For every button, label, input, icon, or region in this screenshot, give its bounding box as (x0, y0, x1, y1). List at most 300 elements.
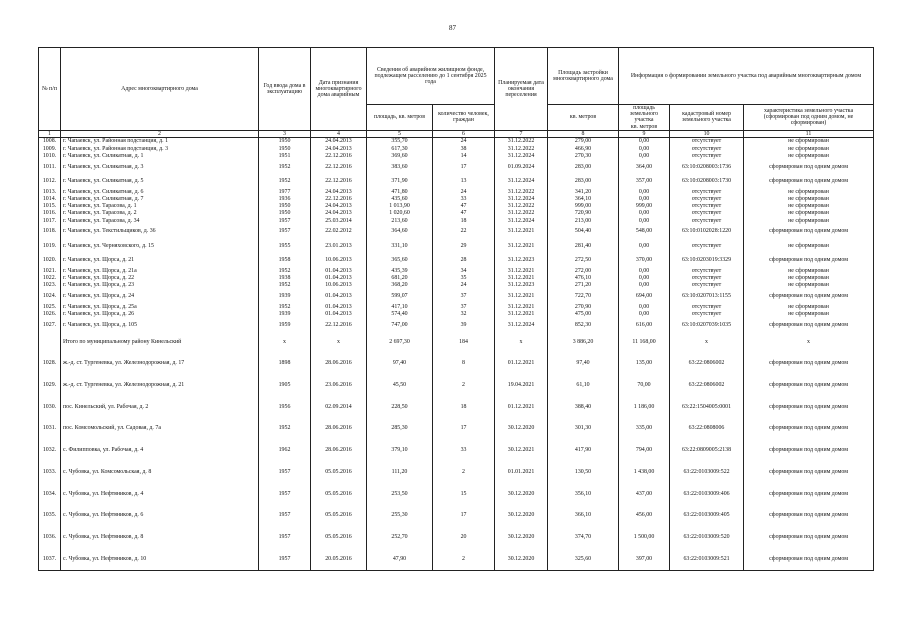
cell-people: 24 (433, 137, 495, 145)
col-number: 2 (61, 130, 259, 137)
cell-number: 1025. (39, 303, 61, 310)
cell-planned-date: 31.12.2021 (495, 275, 548, 282)
cell-address: пос. Кинельский, ул. Рабочая, д. 2 (61, 396, 259, 418)
cell-planned-date: 31.12.2023 (495, 253, 548, 267)
cell-cadastre: 63:22:0103009:520 (670, 526, 744, 548)
col-header-land-group: Информация о формировании земельного участка под аварийным многоквартирным домом (619, 48, 874, 105)
cell-number: 1029. (39, 374, 61, 396)
cell-cadastre: отсутствует (670, 203, 744, 210)
cell-building-area: 283,00 (548, 174, 619, 188)
table-row (39, 439, 874, 461)
cell-cadastre: 63:22:0103009:406 (670, 483, 744, 505)
cell-land-area: 0,00 (619, 217, 670, 224)
cell-address: г. Чапаевск, ул. Щорса, д. 25а (61, 303, 259, 310)
cell-area: 417,10 (367, 303, 433, 310)
cell-cadastre: отсутствует (670, 282, 744, 289)
cell-cadastre: 63:22:1504005:0001 (670, 396, 744, 418)
cell-area: 213,60 (367, 217, 433, 224)
cell-year: 1950 (259, 210, 311, 217)
cell-address: г. Чапаевск, ул. Силикатная, д. 3 (61, 160, 259, 174)
cell-address: г. Чапаевск, ул. Щорса, д. 26 (61, 311, 259, 318)
cell-number: 1014. (39, 195, 61, 202)
cell-year: 1957 (259, 548, 311, 570)
cell-number: 1034. (39, 483, 61, 505)
cell-planned-date: 31.12.2022 (495, 137, 548, 145)
cell-recognition-date: 10.06.2013 (311, 253, 367, 267)
cell-area: 364,60 (367, 224, 433, 238)
cell-characteristic: не сформирован (744, 210, 874, 217)
cell-land-area: 370,00 (619, 253, 670, 267)
cell-land-area: 0,00 (619, 188, 670, 195)
cell-land-area: 0,00 (619, 137, 670, 145)
cell-area: 47,90 (367, 548, 433, 570)
cell-building-area: 301,30 (548, 418, 619, 440)
cell-land-area: 1 186,00 (619, 396, 670, 418)
cell-cadastre: отсутствует (670, 267, 744, 274)
cell-people: 33 (433, 439, 495, 461)
cell-year: 1952 (259, 418, 311, 440)
cell-planned-date: 31.12.2022 (495, 188, 548, 195)
cell-number: 1024. (39, 289, 61, 303)
cell-land-area: 70,00 (619, 374, 670, 396)
cell-cadastre: отсутствует (670, 145, 744, 152)
cell-recognition-date: 05.05.2016 (311, 526, 367, 548)
cell-building-area: 356,10 (548, 483, 619, 505)
cell-characteristic: не сформирован (744, 282, 874, 289)
cell-characteristic: не сформирован (744, 275, 874, 282)
cell-people: 13 (433, 174, 495, 188)
cell-people: 38 (433, 145, 495, 152)
cell-characteristic: сформирован под одним домом (744, 461, 874, 483)
cell-area: 1 013,90 (367, 203, 433, 210)
cell-land-area: 0,00 (619, 210, 670, 217)
cell-area: 574,40 (367, 311, 433, 318)
cell-number: 1036. (39, 526, 61, 548)
cell-building-area: 281,40 (548, 239, 619, 253)
cell-number: 1020. (39, 253, 61, 267)
cell-building-area: 504,40 (548, 224, 619, 238)
table-row (39, 289, 874, 303)
cell-building-area: 97,40 (548, 352, 619, 374)
cell-area: 435,39 (367, 267, 433, 274)
cell-address: г. Чапаевск, ул. Районная подстанция, д. 3 (61, 145, 259, 152)
cell-recognition-date: 05.05.2016 (311, 505, 367, 527)
cell-number: 1026. (39, 311, 61, 318)
table-row (39, 483, 874, 505)
col-header-year: Год ввода дома в эксплуатацию (259, 48, 311, 131)
cell-recognition-date: 10.06.2013 (311, 282, 367, 289)
table-row (39, 210, 874, 217)
col-header-cadastre: кадастровый номер земельного участка (670, 105, 744, 131)
cell-number: 1027. (39, 318, 61, 332)
table-row (39, 374, 874, 396)
cell-area: 747,00 (367, 318, 433, 332)
cell-planned-date: 30.12.2020 (495, 526, 548, 548)
cell-planned-date: x (495, 332, 548, 352)
cell-cadastre: 63:22:0806002 (670, 374, 744, 396)
cell-planned-date: 01.09.2024 (495, 160, 548, 174)
cell-number (39, 332, 61, 352)
cell-people: 17 (433, 505, 495, 527)
cell-planned-date: 31.12.2024 (495, 318, 548, 332)
cell-cadastre: отсутствует (670, 137, 744, 145)
cell-building-area: 270,90 (548, 303, 619, 310)
cell-people: 28 (433, 253, 495, 267)
cell-building-area: 388,40 (548, 396, 619, 418)
table-row (39, 203, 874, 210)
cell-building-area: 476,10 (548, 275, 619, 282)
cell-recognition-date: 01.04.2013 (311, 275, 367, 282)
cell-cadastre: 63:10:0208003:1736 (670, 160, 744, 174)
cell-number: 1010. (39, 152, 61, 159)
cell-recognition-date: 24.04.2013 (311, 188, 367, 195)
cell-building-area: 999,00 (548, 203, 619, 210)
cell-recognition-date: 24.04.2013 (311, 137, 367, 145)
cell-cadastre: 63:22:0806002 (670, 352, 744, 374)
cell-area: 2 697,30 (367, 332, 433, 352)
cell-people: 2 (433, 548, 495, 570)
cell-building-area: 341,20 (548, 188, 619, 195)
cell-year: 1905 (259, 374, 311, 396)
cell-recognition-date: 22.12.2016 (311, 152, 367, 159)
cell-people: 37 (433, 289, 495, 303)
cell-land-area: 135,00 (619, 352, 670, 374)
cell-address: пос. Комсомольский, ул. Садовая, д. 7а (61, 418, 259, 440)
cell-planned-date: 01.12.2021 (495, 352, 548, 374)
land-area-label: площадь земельного участка (629, 105, 659, 124)
cell-building-area: 213,00 (548, 217, 619, 224)
cell-year: 1955 (259, 239, 311, 253)
cell-land-area: 0,00 (619, 152, 670, 159)
cell-building-area: 852,30 (548, 318, 619, 332)
cell-address: с. Филипповка, ул. Рабочая, д. 4 (61, 439, 259, 461)
col-number: 1 (39, 130, 61, 137)
cell-building-area: 130,50 (548, 461, 619, 483)
cell-address: ж.-д. ст. Тургеневка, ул. Железнодорожная, д. 17 (61, 352, 259, 374)
cell-characteristic: не сформирован (744, 303, 874, 310)
col-number: 8 (548, 130, 619, 137)
cell-planned-date: 30.12.2020 (495, 505, 548, 527)
cell-characteristic: x (744, 332, 874, 352)
cell-people: 2 (433, 461, 495, 483)
cell-planned-date: 30.12.2021 (495, 439, 548, 461)
cell-recognition-date: 22.12.2016 (311, 195, 367, 202)
cell-building-area: 272,00 (548, 267, 619, 274)
cell-recognition-date: 23.01.2013 (311, 239, 367, 253)
cell-recognition-date: 05.05.2016 (311, 483, 367, 505)
cell-people: 47 (433, 210, 495, 217)
cell-people: 17 (433, 160, 495, 174)
cell-land-area: 1 438,00 (619, 461, 670, 483)
cell-people: 18 (433, 396, 495, 418)
col-number: 9 (619, 130, 670, 137)
cell-recognition-date: 24.04.2013 (311, 145, 367, 152)
cell-recognition-date: 23.06.2016 (311, 374, 367, 396)
cell-number: 1037. (39, 548, 61, 570)
table-row (39, 396, 874, 418)
cell-recognition-date: 24.04.2013 (311, 210, 367, 217)
cell-cadastre: 63:22:0808006 (670, 418, 744, 440)
cell-year: 1952 (259, 282, 311, 289)
cell-characteristic: не сформирован (744, 267, 874, 274)
table-row (39, 224, 874, 238)
table-row (39, 282, 874, 289)
cell-land-area: 694,00 (619, 289, 670, 303)
cell-land-area: 364,00 (619, 160, 670, 174)
cell-number: 1018. (39, 224, 61, 238)
cell-planned-date: 31.12.2024 (495, 152, 548, 159)
cell-year: 1959 (259, 318, 311, 332)
table-row (39, 267, 874, 274)
cell-people: 2 (433, 374, 495, 396)
col-number: 10 (670, 130, 744, 137)
cell-people: 35 (433, 275, 495, 282)
cell-building-area: 283,00 (548, 160, 619, 174)
cell-address: г. Чапаевск, ул. Щорса, д. 24 (61, 289, 259, 303)
cell-planned-date: 19.04.2021 (495, 374, 548, 396)
cell-number: 1033. (39, 461, 61, 483)
cell-year: 1952 (259, 174, 311, 188)
cell-planned-date: 30.12.2020 (495, 548, 548, 570)
cell-recognition-date: 22.02.2012 (311, 224, 367, 238)
cell-characteristic: не сформирован (744, 145, 874, 152)
cell-land-area: 397,00 (619, 548, 670, 570)
cell-cadastre: 63:10:0203019:3329 (670, 253, 744, 267)
table-row (39, 275, 874, 282)
cell-land-area: 0,00 (619, 239, 670, 253)
cell-recognition-date: 20.05.2016 (311, 548, 367, 570)
cell-area: 471,80 (367, 188, 433, 195)
cell-land-area: 456,00 (619, 505, 670, 527)
table-row (39, 461, 874, 483)
cell-area: 369,60 (367, 152, 433, 159)
table-row (39, 217, 874, 224)
cell-year: 1956 (259, 396, 311, 418)
cell-recognition-date: 01.04.2013 (311, 267, 367, 274)
land-area-unit: кв. метров (630, 123, 658, 130)
cell-number: 1022. (39, 275, 61, 282)
cell-land-area: 0,00 (619, 303, 670, 310)
cell-land-area: 437,00 (619, 483, 670, 505)
cell-land-area: 616,00 (619, 318, 670, 332)
cell-planned-date: 31.12.2021 (495, 224, 548, 238)
cell-address: г. Чапаевск, ул. Районная подстанция, д. 1 (61, 137, 259, 145)
cell-building-area: 466,90 (548, 145, 619, 152)
cell-area: 331,10 (367, 239, 433, 253)
cell-address: г. Чапаевск, ул. Щорса, д. 21а (61, 267, 259, 274)
cell-building-area: 417,90 (548, 439, 619, 461)
cell-number: 1032. (39, 439, 61, 461)
col-number: 5 (367, 130, 433, 137)
col-number: 11 (744, 130, 874, 137)
cell-planned-date: 30.12.2020 (495, 418, 548, 440)
cell-characteristic: не сформирован (744, 203, 874, 210)
cell-land-area: 0,00 (619, 145, 670, 152)
cell-cadastre: отсутствует (670, 239, 744, 253)
cell-planned-date: 31.12.2024 (495, 174, 548, 188)
cell-address: г. Чапаевск, ул. Щорса, д. 22 (61, 275, 259, 282)
cell-land-area: 335,00 (619, 418, 670, 440)
cell-people: 22 (433, 224, 495, 238)
cell-land-area: 0,00 (619, 195, 670, 202)
cell-address: с. Чубовка, ул. Нефтяников, д. 6 (61, 505, 259, 527)
cell-recognition-date: 01.04.2013 (311, 311, 367, 318)
cell-address: с. Чубовка, ул. Нефтяников, д. 8 (61, 526, 259, 548)
cell-people: 24 (433, 188, 495, 195)
cell-number: 1023. (39, 282, 61, 289)
cell-year: 1952 (259, 160, 311, 174)
col-header-land-area (619, 105, 670, 131)
col-number: 4 (311, 130, 367, 137)
cell-people: 17 (433, 418, 495, 440)
cell-year: 1957 (259, 217, 311, 224)
cell-planned-date: 31.12.2021 (495, 267, 548, 274)
cell-characteristic: сформирован под одним домом (744, 253, 874, 267)
cell-address: г. Чапаевск, ул. Силикатная, д. 7 (61, 195, 259, 202)
cell-land-area: 0,00 (619, 282, 670, 289)
cell-building-area: 279,00 (548, 137, 619, 145)
table-row (39, 505, 874, 527)
col-header-area: площадь, кв. метров (367, 105, 433, 131)
cell-characteristic: не сформирован (744, 152, 874, 159)
col-number: 6 (433, 130, 495, 137)
cell-characteristic: сформирован под одним домом (744, 160, 874, 174)
cell-land-area: 0,00 (619, 311, 670, 318)
cell-recognition-date: 01.04.2013 (311, 303, 367, 310)
table-row (39, 145, 874, 152)
cell-building-area: 366,10 (548, 505, 619, 527)
cell-area: 97,40 (367, 352, 433, 374)
cell-land-area: 357,00 (619, 174, 670, 188)
col-header-characteristic: характеристика земельного участка (сформирован под одним домом, не сформирован) (744, 105, 874, 131)
cell-cadastre: отсутствует (670, 195, 744, 202)
cell-recognition-date: 01.04.2013 (311, 289, 367, 303)
cell-recognition-date: 28.06.2016 (311, 352, 367, 374)
cell-people: 39 (433, 318, 495, 332)
cell-building-area: 475,00 (548, 311, 619, 318)
cell-year: 1962 (259, 439, 311, 461)
cell-characteristic: не сформирован (744, 195, 874, 202)
cell-area: 371,90 (367, 174, 433, 188)
table-row (39, 152, 874, 159)
table-row (39, 318, 874, 332)
cell-characteristic: сформирован под одним домом (744, 174, 874, 188)
table-row (39, 352, 874, 374)
cell-recognition-date: 02.09.2014 (311, 396, 367, 418)
cell-address: г. Чапаевск, ул. Силикатная, д. 1 (61, 152, 259, 159)
col-header-people: количество человек, граждан (433, 105, 495, 131)
cell-cadastre: 63:22:0809005:2138 (670, 439, 744, 461)
cell-cadastre: отсутствует (670, 152, 744, 159)
cell-area: 599,07 (367, 289, 433, 303)
cell-area: 368,20 (367, 282, 433, 289)
cell-recognition-date: 28.06.2016 (311, 439, 367, 461)
table-row (39, 239, 874, 253)
cell-planned-date: 31.12.2022 (495, 210, 548, 217)
table-row (39, 188, 874, 195)
cell-year: 1957 (259, 505, 311, 527)
cell-characteristic: сформирован под одним домом (744, 318, 874, 332)
table-row (39, 160, 874, 174)
cell-people: 14 (433, 152, 495, 159)
cell-area: 379,10 (367, 439, 433, 461)
cell-recognition-date: 28.06.2016 (311, 418, 367, 440)
cell-characteristic: не сформирован (744, 137, 874, 145)
cell-cadastre: 63:22:0103009:521 (670, 548, 744, 570)
cell-year: x (259, 332, 311, 352)
cell-recognition-date: x (311, 332, 367, 352)
cell-year: 1898 (259, 352, 311, 374)
cell-people: 184 (433, 332, 495, 352)
cell-cadastre: 63:10:0207013:1155 (670, 289, 744, 303)
cell-characteristic: сформирован под одним домом (744, 505, 874, 527)
cell-characteristic: сформирован под одним домом (744, 483, 874, 505)
col-number: 7 (495, 130, 548, 137)
cell-area: 255,30 (367, 505, 433, 527)
table-row (39, 174, 874, 188)
cell-recognition-date: 25.03.2014 (311, 217, 367, 224)
cell-area: 45,50 (367, 374, 433, 396)
cell-planned-date: 31.12.2021 (495, 303, 548, 310)
total-row (39, 332, 874, 352)
cell-cadastre: отсутствует (670, 311, 744, 318)
cell-area: 435,60 (367, 195, 433, 202)
col-header-recognition-date: Дата признания многоквартирного дома аварийным (311, 48, 367, 131)
cell-address: с. Чубовка, ул. Комсомольская, д. 8 (61, 461, 259, 483)
cell-address: ж.-д. ст. Тургеневка, ул. Железнодорожная, д. 21 (61, 374, 259, 396)
cell-address: г. Чапаевск, ул. Тарасова, д. 2 (61, 210, 259, 217)
cell-year: 1939 (259, 311, 311, 318)
cell-area: 252,70 (367, 526, 433, 548)
cell-year: 1957 (259, 461, 311, 483)
cell-characteristic: сформирован под одним домом (744, 526, 874, 548)
cell-planned-date: 30.12.2020 (495, 483, 548, 505)
cell-area: 383,60 (367, 160, 433, 174)
cell-year: 1950 (259, 203, 311, 210)
col-header-address: Адрес многоквартирного дома (61, 48, 259, 131)
cell-year: 1957 (259, 483, 311, 505)
cell-planned-date: 31.12.2021 (495, 289, 548, 303)
cell-address: г. Чапаевск, ул. Тарасова, д. 34 (61, 217, 259, 224)
cell-year: 1952 (259, 267, 311, 274)
table-row (39, 526, 874, 548)
cell-recognition-date: 22.12.2016 (311, 174, 367, 188)
cell-characteristic: сформирован под одним домом (744, 548, 874, 570)
cell-number: 1008. (39, 137, 61, 145)
table-row (39, 303, 874, 310)
table-body (39, 137, 874, 570)
cell-building-area: 271,20 (548, 282, 619, 289)
cell-planned-date: 31.12.2021 (495, 311, 548, 318)
cell-number: 1009. (39, 145, 61, 152)
cell-planned-date: 31.12.2021 (495, 239, 548, 253)
cell-building-area: 364,10 (548, 195, 619, 202)
cell-building-area: 272,50 (548, 253, 619, 267)
table-row (39, 548, 874, 570)
cell-building-area: 720,90 (548, 210, 619, 217)
cell-cadastre: отсутствует (670, 210, 744, 217)
cell-recognition-date: 22.12.2016 (311, 160, 367, 174)
cell-cadastre: отсутствует (670, 188, 744, 195)
cell-planned-date: 31.12.2023 (495, 282, 548, 289)
table-row (39, 253, 874, 267)
cell-people: 34 (433, 267, 495, 274)
cell-year: 1977 (259, 188, 311, 195)
cell-building-area: 374,70 (548, 526, 619, 548)
cell-characteristic: не сформирован (744, 217, 874, 224)
cell-people: 29 (433, 239, 495, 253)
cell-characteristic: сформирован под одним домом (744, 439, 874, 461)
